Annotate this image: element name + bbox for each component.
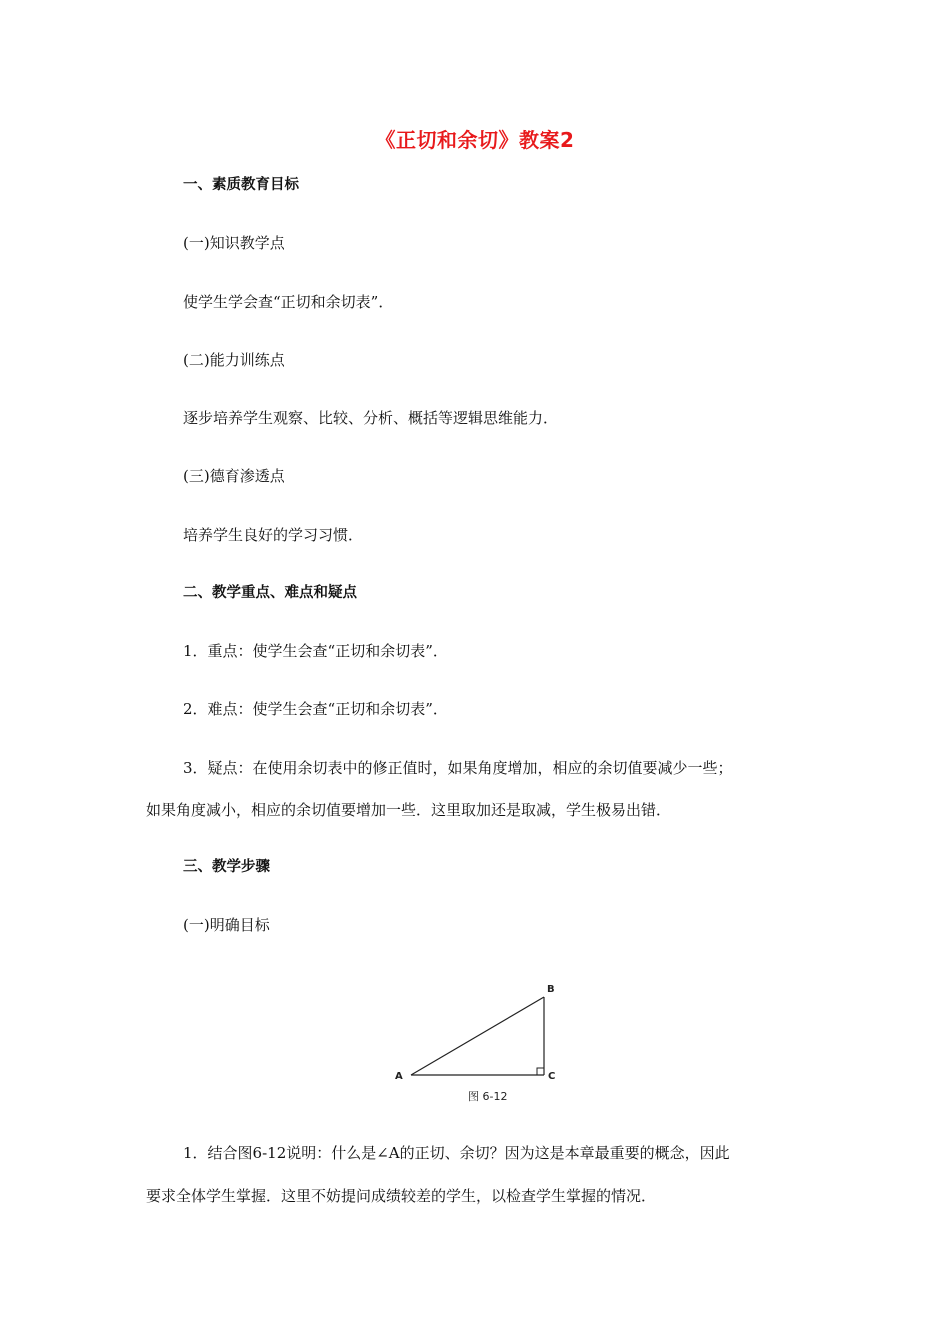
paragraph: 1．结合图6-12说明：什么是∠A的正切、余切？因为这是本章最重要的概念，因此 [183, 1144, 730, 1162]
triangle-figure [386, 976, 576, 1108]
list-item-continuation: 如果角度减小，相应的余切值要增加一些．这里取加还是取减，学生极易出错． [146, 801, 672, 819]
vertex-label-a: A [395, 1071, 403, 1082]
hypotenuse-ab [411, 997, 544, 1075]
paragraph-continuation: 要求全体学生掌握．这里不妨提问成绩较差的学生，以检查学生掌握的情况． [146, 1187, 657, 1205]
list-item: 3．疑点：在使用余切表中的修正值时，如果角度增加，相应的余切值要减少一些； [183, 759, 733, 777]
list-item: 1．重点：使学生会查“正切和余切表”． [183, 642, 448, 660]
subsection-heading: (一)明确目标 [183, 916, 270, 934]
section-heading-2: 二、教学重点、难点和疑点 [183, 585, 357, 601]
paragraph: 逐步培养学生观察、比较、分析、概括等逻辑思维能力． [183, 409, 559, 427]
section-heading-3: 三、教学步骤 [183, 859, 270, 875]
paragraph: 使学生学会查“正切和余切表”． [183, 293, 394, 311]
subsection-heading: (二)能力训练点 [183, 351, 285, 369]
figure-caption: 图 6-12 [468, 1090, 508, 1103]
subsection-heading: (三)德育渗透点 [183, 467, 285, 485]
vertex-label-c: C [548, 1071, 556, 1082]
section-heading-1: 一、素质教育目标 [183, 177, 299, 193]
vertex-label-b: B [547, 984, 555, 995]
paragraph: 培养学生良好的学习习惯． [183, 526, 364, 544]
subsection-heading: (一)知识教学点 [183, 234, 285, 252]
right-angle-marker [537, 1068, 544, 1075]
document-title: 《正切和余切》教案2 [375, 128, 575, 152]
list-item: 2．难点：使学生会查“正切和余切表”． [183, 700, 448, 718]
right-triangle-diagram [386, 976, 576, 1108]
